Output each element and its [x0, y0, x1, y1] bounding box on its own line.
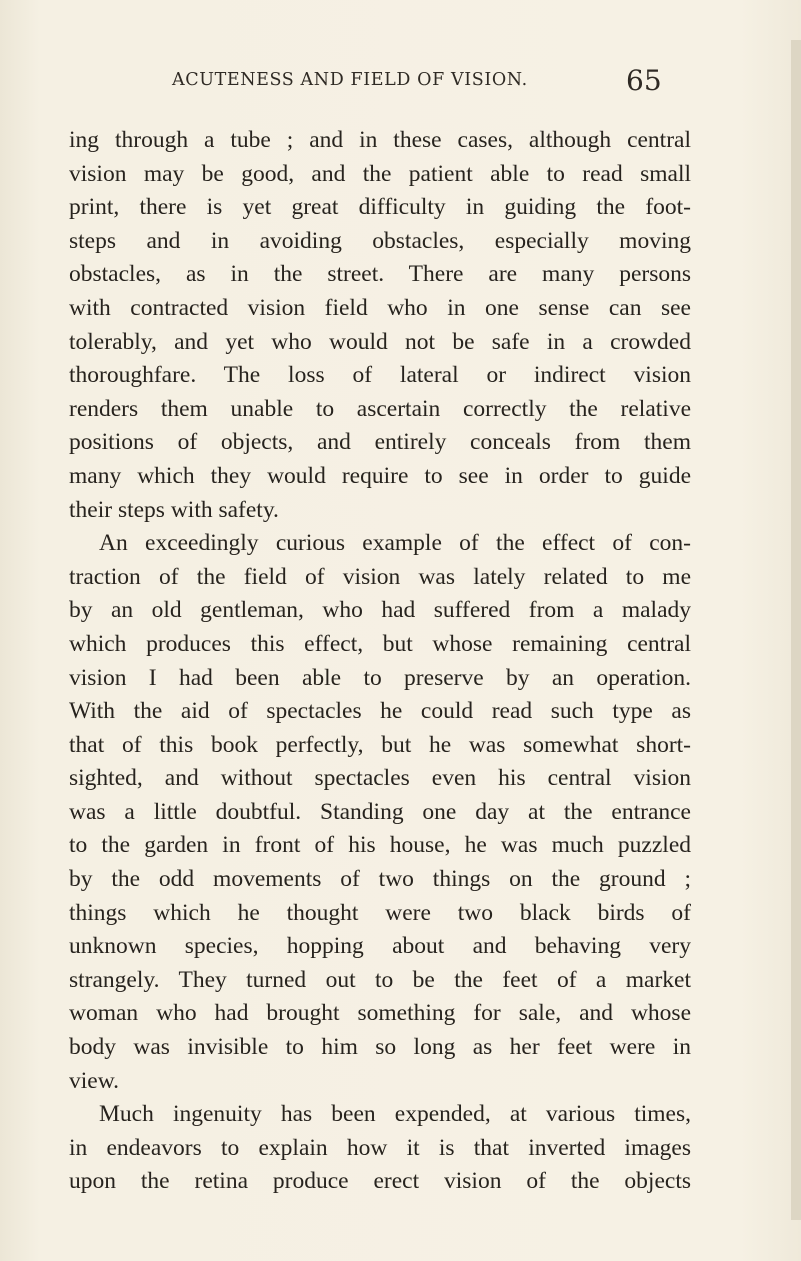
text-line: their steps with safety. — [69, 496, 279, 523]
text-line: tolerably, and yet who would not be safe in a crowded — [69, 328, 691, 355]
page-number: 65 — [626, 64, 662, 97]
text-line: with contracted vision field who in one sense can see — [69, 294, 691, 321]
text-line: print, there is yet great difficulty in guiding the foot- — [69, 194, 691, 221]
text-line: by the odd movements of two things on the ground ; — [69, 866, 691, 893]
paragraph-first-line: An exceedingly curious example of the effect of con- — [99, 530, 691, 557]
text-line: unknown species, hopping about and behaving very — [69, 933, 691, 960]
paragraph-first-line: Much ingenuity has been expended, at various times, — [99, 1101, 691, 1128]
text-line: was a little doubtful. Standing one day at the entrance — [69, 798, 691, 825]
text-line: in endeavors to explain how it is that inverted images — [69, 1134, 691, 1161]
text-line: ing through a tube ; and in these cases, although central — [69, 127, 691, 153]
text-line: many which they would require to see in order to guide — [69, 462, 691, 489]
text-line: to the garden in front of his house, he was much puzzled — [69, 832, 691, 859]
text-line: things which he thought were two black birds of — [69, 899, 691, 926]
text-line: strangely. They turned out to be the feet of a market — [69, 966, 691, 993]
text-line: body was invisible to him so long as her feet were in — [69, 1034, 691, 1061]
text-line: vision may be good, and the patient able to read small — [69, 160, 691, 187]
text-line: sighted, and without spectacles even his central vision — [69, 765, 691, 792]
text-line: renders them unable to ascertain correctly the relative — [69, 395, 691, 422]
text-line: obstacles, as in the street. There are many persons — [69, 261, 691, 288]
running-head — [0, 64, 801, 104]
text-line: steps and in avoiding obstacles, especially moving — [69, 227, 691, 254]
body-text — [69, 124, 691, 1199]
text-line: vision I had been able to preserve by an operation. — [69, 664, 691, 691]
running-head-title: ACUTENESS AND FIELD OF VISION. — [172, 70, 528, 90]
text-line: traction of the field of vision was lately related to me — [69, 563, 691, 590]
page-edge-shadow — [791, 40, 801, 1220]
text-line: With the aid of spectacles he could read such type as — [69, 698, 691, 725]
text-line: upon the retina produce erect vision of the objects — [69, 1168, 691, 1195]
text-line: which produces this effect, but whose remaining central — [69, 630, 691, 657]
text-line: woman who had brought something for sale, and whose — [69, 1000, 691, 1027]
text-line: thoroughfare. The loss of lateral or indirect vision — [69, 362, 691, 389]
text-line: view. — [69, 1067, 120, 1094]
text-line: by an old gentleman, who had suffered from a malady — [69, 597, 691, 624]
text-line: positions of objects, and entirely conceals from them — [69, 429, 691, 456]
text-line: that of this book perfectly, but he was somewhat short- — [69, 731, 691, 758]
